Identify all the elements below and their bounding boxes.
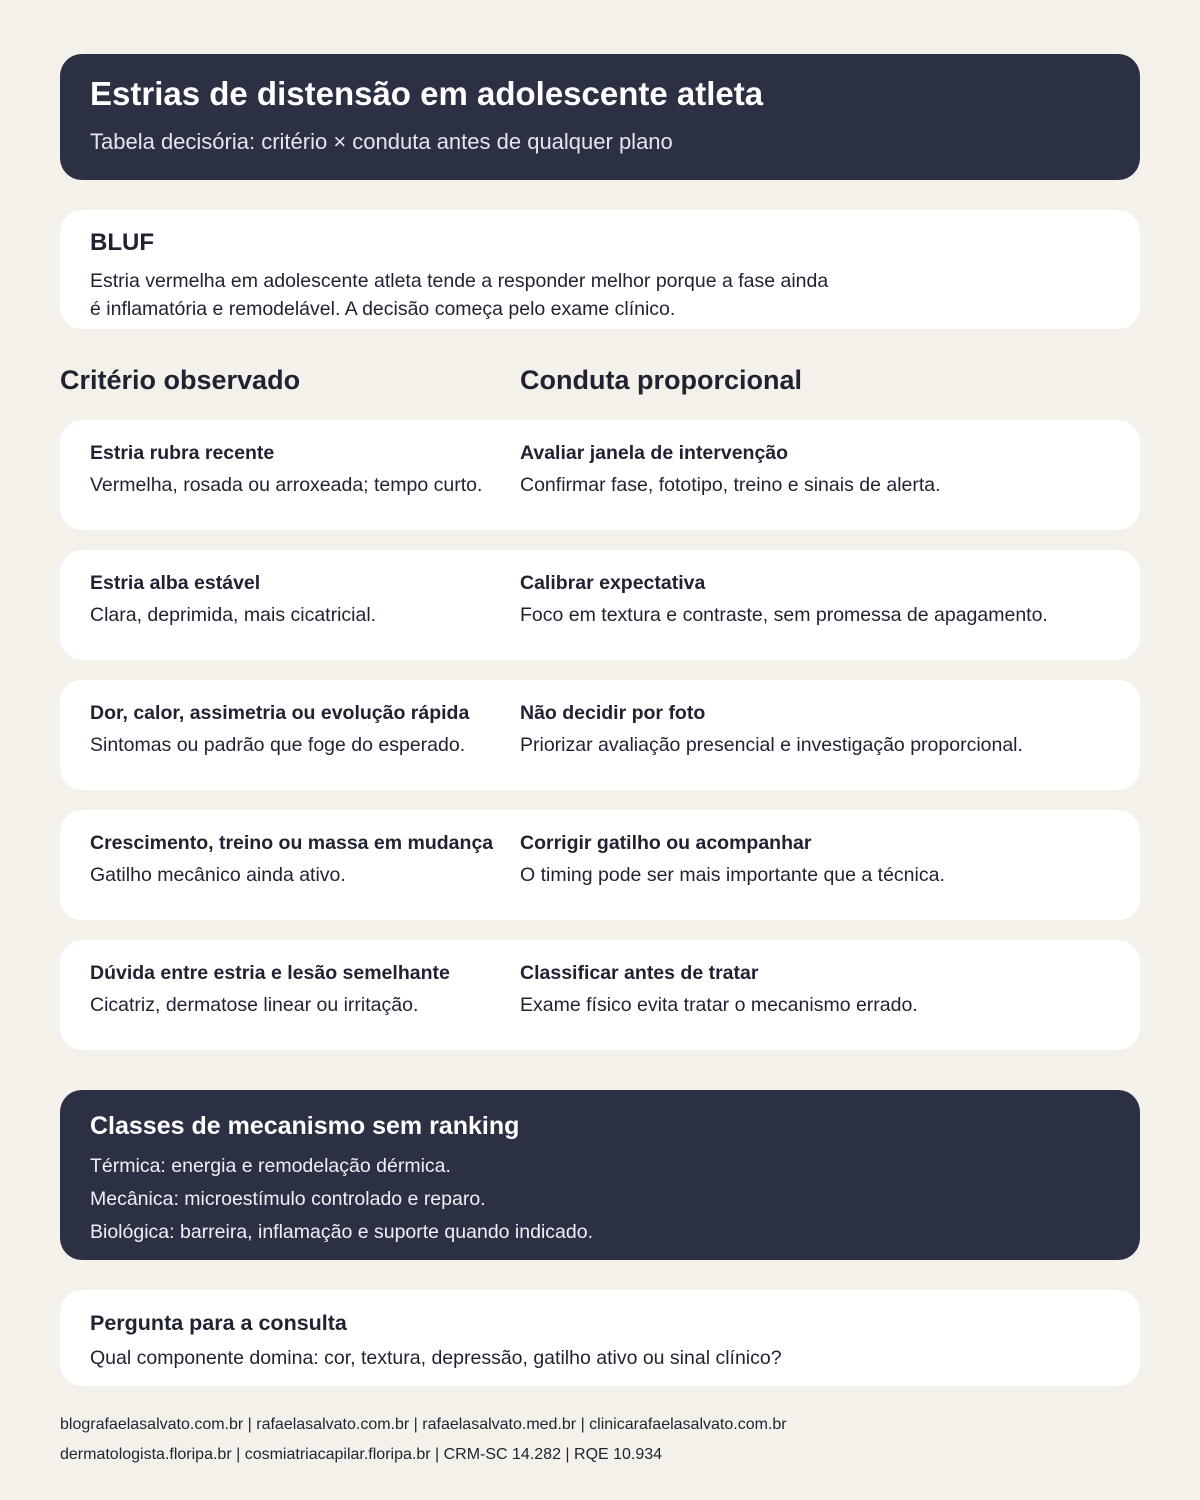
action-title: Classificar antes de tratar (520, 962, 759, 984)
action-title: Corrigir gatilho ou acompanhar (520, 832, 812, 854)
column-header-criterion: Critério observado (60, 365, 301, 395)
criterion-title: Estria rubra recente (90, 442, 275, 464)
question-text: Qual componente domina: cor, textura, depressão, gatilho ativo ou sinal clínico? (90, 1347, 782, 1369)
header-banner (60, 54, 1140, 180)
page-title: Estrias de distensão em adolescente atleta (90, 75, 764, 112)
list-item: Térmica: energia e remodelação dérmica. (90, 1155, 451, 1177)
table-row (60, 420, 1140, 530)
criterion-description: Cicatriz, dermatose linear ou irritação. (90, 994, 419, 1016)
bluf-card (60, 210, 1140, 329)
table-row (60, 810, 1140, 920)
criterion-cell (90, 700, 520, 758)
action-cell (520, 830, 1120, 888)
footer-links: blografaelasalvato.com.br | rafaelasalvato.com.br | rafaelasalvato.med.br | clinicarafaelasalvato.com.br (60, 1416, 787, 1433)
question-title: Pergunta para a consulta (90, 1311, 347, 1335)
action-title: Avaliar janela de intervenção (520, 442, 789, 464)
column-header-action: Conduta proporcional (520, 365, 802, 395)
action-cell (520, 440, 1120, 498)
action-description: Foco em textura e contraste, sem promessa de apagamento. (520, 604, 1048, 626)
table-row (60, 680, 1140, 790)
criterion-title: Dúvida entre estria e lesão semelhante (90, 962, 450, 984)
action-description: Exame físico evita tratar o mecanismo errado. (520, 994, 918, 1016)
footer (60, 1410, 1140, 1470)
list-item: Mecânica: microestímulo controlado e reparo. (90, 1188, 486, 1210)
criterion-cell (90, 830, 520, 888)
action-description: Confirmar fase, fototipo, treino e sinais de alerta. (520, 474, 941, 496)
action-cell (520, 700, 1120, 758)
criterion-cell (90, 960, 520, 1018)
mechanisms-title: Classes de mecanismo sem ranking (90, 1112, 520, 1140)
page-subtitle: Tabela decisória: critério × conduta antes de qualquer plano (90, 129, 673, 154)
action-cell (520, 570, 1120, 628)
table-row (60, 550, 1140, 660)
list-item: Biológica: barreira, inflamação e suporte quando indicado. (90, 1221, 593, 1243)
action-title: Não decidir por foto (520, 702, 706, 724)
action-title: Calibrar expectativa (520, 572, 706, 594)
consultation-question-card (60, 1290, 1140, 1386)
criterion-cell (90, 570, 520, 628)
criterion-description: Gatilho mecânico ainda ativo. (90, 864, 346, 886)
action-description: O timing pode ser mais importante que a técnica. (520, 864, 945, 886)
bluf-title: BLUF (90, 229, 154, 256)
criterion-cell (90, 440, 520, 498)
criterion-description: Vermelha, rosada ou arroxeada; tempo curto. (90, 474, 483, 496)
criterion-title: Dor, calor, assimetria ou evolução rápida (90, 702, 470, 724)
action-cell (520, 960, 1120, 1018)
criterion-description: Clara, deprimida, mais cicatricial. (90, 604, 377, 626)
footer-credentials: dermatologista.floripa.br | cosmiatriacapilar.floripa.br | CRM-SC 14.282 | RQE 10.934 (60, 1446, 663, 1463)
criterion-title: Estria alba estável (90, 572, 261, 594)
action-description: Priorizar avaliação presencial e investigação proporcional. (520, 734, 1023, 756)
criterion-title: Crescimento, treino ou massa em mudança (90, 832, 494, 854)
bluf-text: Estria vermelha em adolescente atleta tende a responder melhor porque a fase ainda é inflamatória e remodelável. A decisão começa pelo exame clínico. (90, 270, 829, 320)
table-row (60, 940, 1140, 1050)
mechanisms-list (90, 1150, 1110, 1249)
mechanisms-card (60, 1090, 1140, 1260)
criterion-description: Sintomas ou padrão que foge do esperado. (90, 734, 466, 756)
